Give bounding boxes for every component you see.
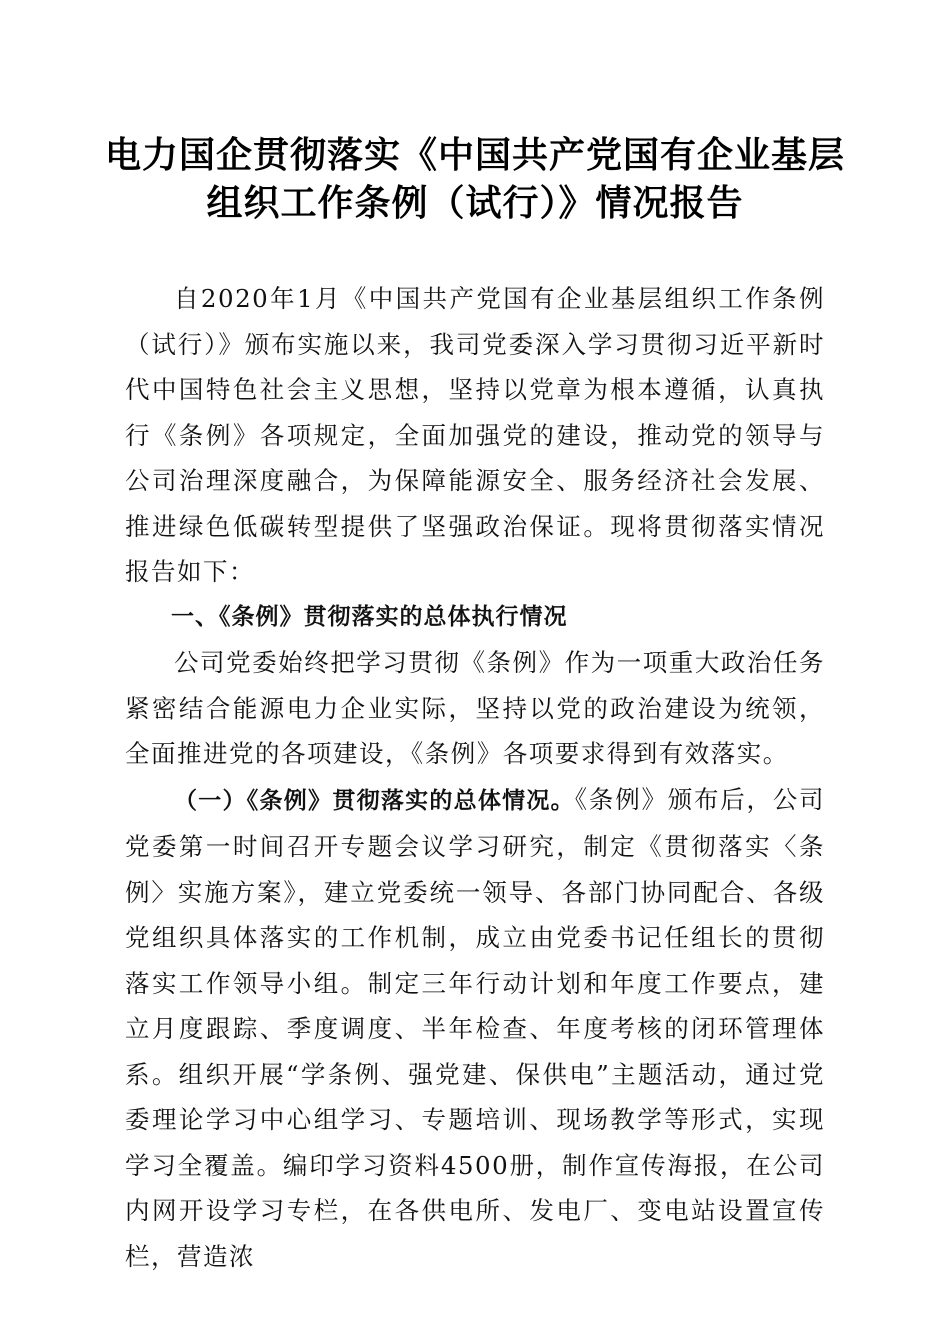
title-line-1: 电力国企贯彻落实《中国共产党国有企业基层 — [104, 135, 845, 176]
title-line-2: 组织工作条例（试行）》情况报告 — [206, 183, 744, 224]
subsection-1-paragraph — [125, 777, 825, 1280]
document-title — [100, 132, 850, 228]
section-1-paragraph: 公司党委始终把学习贯彻《条例》作为一项重大政治任务紧密结合能源电力企业实际，坚持以党的政治建设为统领，全面推进党的各项建设，《条例》各项要求得到有效落实。 — [125, 648, 825, 768]
subsection-1-heading: （一）《条例》贯彻落实的总体情况。 — [174, 787, 575, 814]
section-1-heading: 一、《条例》贯彻落实的总体执行情况 — [171, 603, 568, 630]
document-body — [125, 276, 825, 1279]
subsection-1-text: 《条例》颁布后，公司党委第一时间召开专题会议学习研究，制定《贯彻落实〈条例〉实施方案》，建立党委统一领导、各部门协同配合、各级党组织具体落实的工作机制，成立由党委书记任组长的贯彻落实工作领导小组。制定三年行动计划和年度工作要点，建立月度跟踪、季度调度、半年检查、年度考核的闭环管理体系。组织开展“学条例、强党建、保供电”主题活动，通过党委理论学习中心组学习、专题培训、现场教学等形式，实现学习全覆盖。编印学习资料4500册，制作宣传海报，在公司内网开设学习专栏，在各供电所、发电厂、变电站设置宣传栏，营造浓 — [125, 784, 826, 1271]
intro-paragraph: 自2020年1月《中国共产党国有企业基层组织工作条例（试行）》颁布实施以来，我司党委深入学习贯彻习近平新时代中国特色社会主义思想，坚持以党章为根本遵循，认真执行《条例》各项规定，全面加强党的建设，推动党的领导与公司治理深度融合，为保障能源安全、服务经济社会发展、推进绿色低碳转型提供了坚强政治保证。现将贯彻落实情况报告如下： — [125, 284, 825, 586]
